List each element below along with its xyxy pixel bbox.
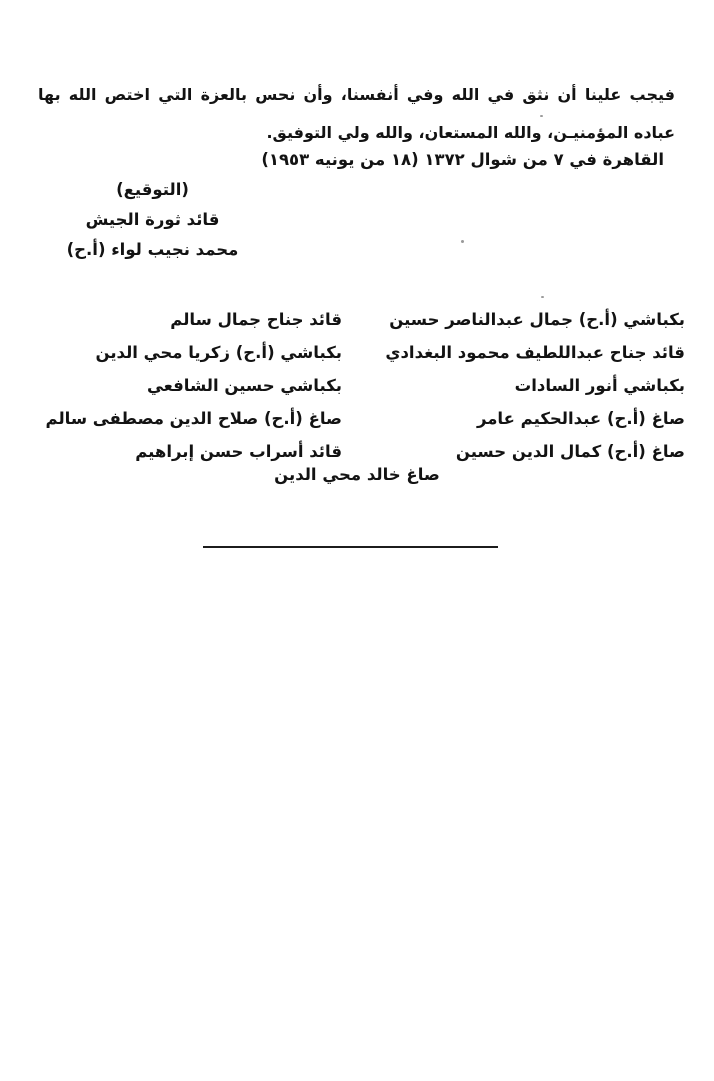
signature-title: قائد ثورة الجيش — [85, 210, 220, 229]
scan-speck — [541, 296, 544, 298]
signatory-item-bottom-center: صاغ خالد محي الدين — [274, 465, 440, 484]
signatory-item: قائد أسراب حسن إبراهيم — [135, 442, 342, 461]
signatory-item: صاغ (أ.ح) صلاح الدين مصطفى سالم — [45, 409, 342, 428]
signature-block — [60, 175, 245, 265]
dateline: القاهرة في ٧ من شوال ١٣٧٢ (١٨ من يونيه ١٩٥٣) — [261, 150, 664, 169]
signatory-item: صاغ (أ.ح) كمال الدين حسين — [455, 442, 685, 461]
scan-speck — [461, 240, 464, 243]
signatory-item: بكباشي أنور السادات — [514, 376, 685, 395]
signatory-item: بكباشي (أ.ح) جمال عبدالناصر حسين — [389, 310, 685, 329]
signature-name: محمد نجيب لواء (أ.ح) — [66, 240, 239, 259]
signatory-item: صاغ (أ.ح) عبدالحكيم عامر — [476, 409, 685, 428]
signatory-item: قائد جناح عبداللطيف محمود البغدادي — [385, 343, 685, 362]
signatories-left-column — [45, 303, 342, 468]
signatories-right-column — [385, 303, 685, 468]
signature-caption: (التوقيع) — [116, 180, 189, 199]
scan-speck — [540, 115, 543, 117]
signature-divider-line — [203, 546, 498, 548]
signatory-item: قائد جناح جمال سالم — [170, 310, 342, 329]
signatory-item: بكباشي حسين الشافعي — [146, 376, 342, 395]
body-paragraph: فيجب علينا أن نثق في الله وفي أنفسنا، وأن نحس بالعزة التي اختص الله بها عباده المؤمنيـن، والله المستعان، والله ولي التوفيق. — [38, 85, 675, 142]
signatory-item: بكباشي (أ.ح) زكريا محي الدين — [95, 343, 342, 362]
